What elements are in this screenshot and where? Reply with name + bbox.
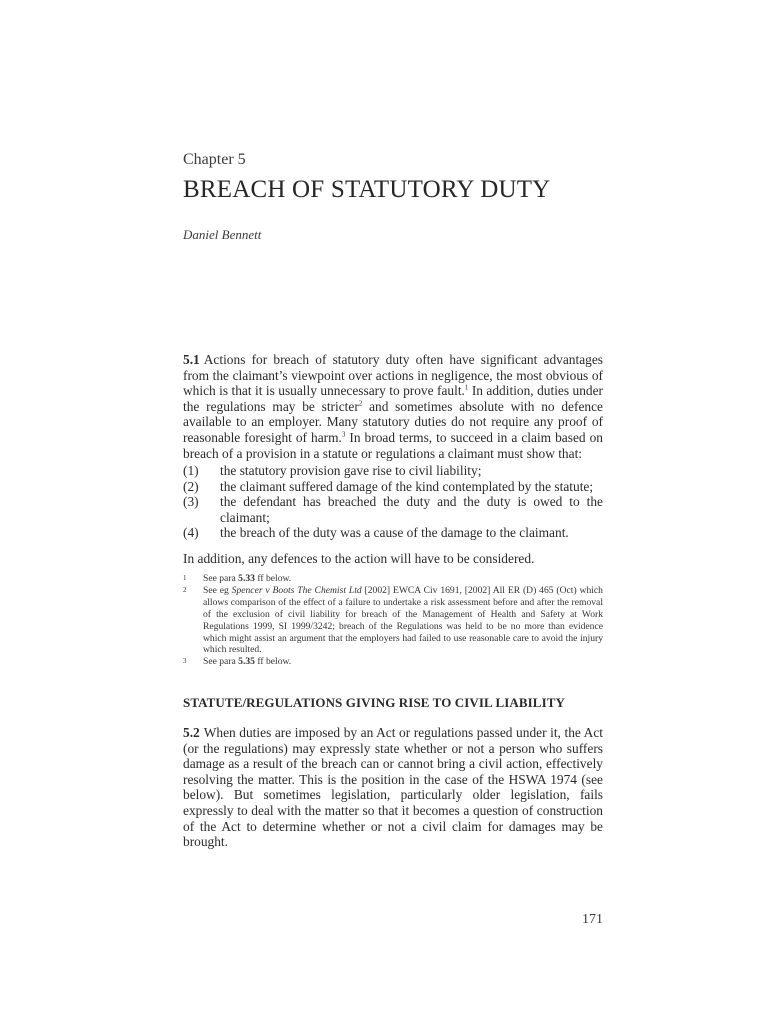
paragraph-text: and sometimes absolute with no defence available to an employer. Many statutory duties do not require any proof of reasonable foresight of harm.	[183, 398, 603, 445]
list-item	[183, 463, 603, 479]
author-name: Daniel Bennett	[183, 227, 262, 242]
cross-reference-link[interactable]: 5.33	[238, 573, 255, 584]
chapter-label: Chapter 5	[183, 151, 246, 168]
footnote-text-part: ff below.	[254, 656, 292, 668]
list-item	[183, 494, 603, 525]
footnote	[183, 656, 603, 668]
paragraph-text: In addition, duties under the regulations may be stricter	[183, 383, 603, 414]
footnote-text	[203, 573, 603, 585]
footnote-ref[interactable]: 3	[341, 430, 346, 439]
footnote-ref[interactable]: 2	[358, 399, 363, 408]
list-item-number: (4)	[183, 525, 199, 541]
footnote-number: 2	[183, 585, 187, 594]
paragraph-number: 5.1	[183, 352, 200, 367]
footnote-text-part: [2002] EWCA Civ 1691, [2002] All ER (D) 465 (Oct) which allows comparison of the effect of a failure to undertake a risk assessment before and after the removal of the exclusion of civil liability for breach of the Management of Health and Safety at Work Regulations 1999, SI 1999/3242; breach of the Regulations was held to be no more than evidence which might assist an argument that the employers had failed to use reasonable care to avoid the injury which resulted.	[203, 584, 603, 656]
footnote-number: 1	[183, 574, 187, 582]
paragraph-5-1	[183, 352, 603, 461]
list-item-text: the defendant has breached the duty and the duty is owed to the claimant;	[220, 494, 603, 525]
cross-reference-link[interactable]: 5.35	[238, 656, 255, 668]
requirements-list	[183, 463, 603, 541]
list-item-number: (1)	[183, 463, 199, 478]
paragraph-text: In broad terms, to succeed in a claim based on breach of a provision in a statute or regulations a claimant must show that:	[183, 429, 603, 461]
list-item	[183, 479, 603, 495]
footnote-ref[interactable]: 1	[464, 383, 469, 392]
chapter-title: BREACH OF STATUTORY DUTY	[183, 176, 551, 203]
section-heading: STATUTE/REGULATIONS GIVING RISE TO CIVIL LIABILITY	[183, 695, 565, 710]
footnotes	[183, 573, 603, 668]
case-name: Spencer v Boots The Chemist Ltd	[231, 584, 362, 596]
list-item-text: the statutory provision gave rise to civil liability;	[220, 463, 482, 478]
footnote-number: 3	[183, 657, 187, 666]
footnote-text	[203, 585, 603, 656]
footnote	[183, 585, 603, 656]
addition-sentence: In addition, any defences to the action will have to be considered.	[183, 551, 535, 566]
footnote-text-part: ff below.	[254, 573, 292, 584]
footnote	[183, 573, 603, 585]
paragraph-number: 5.2	[183, 725, 200, 740]
list-item-number: (3)	[183, 494, 199, 510]
paragraph-5-2	[183, 725, 603, 850]
list-item-number: (2)	[183, 478, 199, 494]
list-item-text: the claimant suffered damage of the kind contemplated by the statute;	[220, 478, 594, 494]
paragraph-text: Actions for breach of statutory duty often have significant advantages from the claimant’s viewpoint over actions in negligence, the most obvious of which is that it is usually unnecessary to prove fault.	[183, 352, 603, 399]
footnote-text-part: See para	[203, 656, 239, 668]
footnote-text-part: See para	[203, 573, 239, 584]
paragraph-text: When duties are imposed by an Act or regulations passed under it, the Act (or the regulations) may expressly state whether or not a person who suffers damage as a result of the breach can or cannot bring a civil action, effectively resolving the matter. This is the position in the case of the HSWA 1974 (see below). But sometimes legislation, particularly older legislation, fails expressly to deal with the matter so that it becomes a question of construction of the Act to determine whether or not a civil claim for damages may be brought.	[183, 725, 603, 850]
list-item	[183, 525, 603, 541]
footnote-text-part: See eg	[203, 584, 232, 596]
page-number: 171	[582, 912, 603, 927]
footnote-text	[203, 656, 603, 668]
list-item-text: the breach of the duty was a cause of the damage to the claimant.	[220, 525, 569, 541]
